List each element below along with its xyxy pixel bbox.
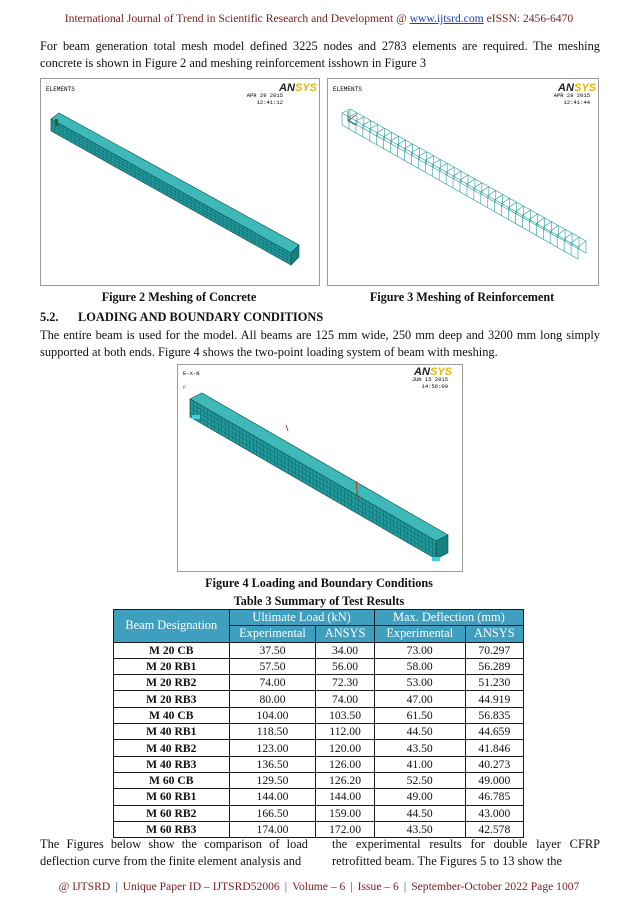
- table-row: [114, 707, 524, 723]
- figure-3-date: APR 29 2015: [553, 92, 590, 99]
- cell-deflection-experimental: 43.50: [374, 821, 465, 837]
- figure-2-image: [40, 78, 320, 286]
- cell-load-experimental: 166.50: [229, 805, 316, 821]
- figure-4-image: [177, 364, 463, 572]
- support-left: [192, 415, 200, 419]
- load-point-1: [286, 425, 288, 431]
- cell-deflection-experimental: 43.50: [374, 740, 465, 756]
- table-row: [114, 740, 524, 756]
- section-heading: [40, 310, 323, 325]
- cell-deflection-ansys: 44.919: [465, 691, 523, 707]
- cell-load-ansys: 72.30: [316, 675, 374, 691]
- table-row: [114, 691, 524, 707]
- footer-period-page: September-October 2022 Page 1007: [411, 880, 580, 893]
- section-paragraph: The entire beam is used for the model. All beams are 125 mm wide, 250 mm deep and 3200 mm long simply supported at both ends. Figure 4 shows the two-point loading system of beam with meshing.: [40, 328, 600, 359]
- cell-deflection-experimental: 44.50: [374, 724, 465, 740]
- footer-issue: Issue – 6: [357, 880, 399, 893]
- figure-2-caption: Figure 2 Meshing of Concrete: [101, 290, 257, 304]
- footer-journal: @ IJTSRD: [58, 880, 111, 893]
- figure-4-label: E-X-N: [183, 370, 200, 377]
- figure-2-label: ELEMENTS: [46, 86, 75, 93]
- figure-2-date: APR 29 2015: [246, 92, 283, 99]
- figure-4-time: 14:56:09: [421, 383, 448, 390]
- col-load-ansys: ANSYS: [316, 626, 374, 642]
- cell-designation: M 60 RB1: [114, 789, 230, 805]
- cell-deflection-experimental: 47.00: [374, 691, 465, 707]
- cell-deflection-ansys: 41.846: [465, 740, 523, 756]
- table-row: [114, 658, 524, 674]
- results-table: [113, 609, 524, 838]
- loaded-mesh-beam: [190, 393, 448, 561]
- figure-4-date: JUN 15 2015: [411, 376, 448, 383]
- footer-separator: |: [115, 880, 118, 893]
- table-row: [114, 756, 524, 772]
- cell-load-experimental: 136.50: [229, 756, 316, 772]
- cell-load-experimental: 74.00: [229, 675, 316, 691]
- cell-deflection-experimental: 61.50: [374, 707, 465, 723]
- cell-deflection-experimental: 73.00: [374, 642, 465, 658]
- col-group-max-deflection: Max. Deflection (mm): [374, 610, 523, 626]
- cell-deflection-ansys: 44.659: [465, 724, 523, 740]
- cell-designation: M 60 RB2: [114, 805, 230, 821]
- table-row: [114, 789, 524, 805]
- figure-4-axis-label: F: [183, 384, 187, 391]
- cell-designation: M 60 CB: [114, 772, 230, 788]
- support-right: [432, 557, 440, 561]
- intro-paragraph: For beam generation total mesh model defined 3225 nodes and 2783 elements are required. The meshing concrete is shown in Figure 2 and meshing reinforcement isshown in Figure 3: [40, 39, 600, 70]
- cell-load-experimental: 80.00: [229, 691, 316, 707]
- ansys-logo-suffix: SYS: [295, 82, 318, 94]
- table-row: [114, 772, 524, 788]
- table-row: [114, 724, 524, 740]
- cell-load-ansys: 56.00: [316, 658, 374, 674]
- cell-deflection-experimental: 41.00: [374, 756, 465, 772]
- ansys-logo-text: AN: [558, 82, 574, 94]
- cell-load-experimental: 144.00: [229, 789, 316, 805]
- reinforcement-cage: [342, 109, 586, 259]
- footer-separator: |: [284, 880, 288, 893]
- section-title: LOADING AND BOUNDARY CONDITIONS: [78, 310, 324, 324]
- cell-deflection-experimental: 44.50: [374, 805, 465, 821]
- cell-designation: M 20 RB3: [114, 691, 230, 707]
- figure-4-caption: Figure 4 Loading and Boundary Conditions: [205, 576, 433, 590]
- cell-designation: M 20 RB1: [114, 658, 230, 674]
- cell-deflection-ansys: 46.785: [465, 789, 523, 805]
- cell-load-ansys: 159.00: [316, 805, 374, 821]
- col-deflection-ansys: ANSYS: [465, 626, 523, 642]
- ansys-logo-text: AN: [414, 366, 430, 378]
- journal-url-link[interactable]: www.ijtsrd.com: [409, 12, 484, 25]
- cell-load-ansys: 126.00: [316, 756, 374, 772]
- concrete-mesh-beam: [51, 113, 299, 265]
- col-beam-designation: Beam Designation: [114, 610, 230, 643]
- col-group-ultimate-load: Ultimate Load (kN): [229, 610, 374, 626]
- cell-load-ansys: 112.00: [316, 724, 374, 740]
- running-footer: [0, 880, 638, 893]
- cell-load-experimental: 174.00: [229, 821, 316, 837]
- cell-deflection-ansys: 40.273: [465, 756, 523, 772]
- figure-3-label: ELEMENTS: [333, 86, 362, 93]
- figure-3-time: 12:41:44: [563, 99, 590, 106]
- cell-load-ansys: 144.00: [316, 789, 374, 805]
- journal-name: International Journal of Trend in Scientific Research and Development @: [64, 12, 407, 25]
- bottom-right-column: the experimental results for double layer CFRP retrofitted beam. The Figures 5 to 13 show the: [332, 837, 600, 868]
- cell-load-experimental: 104.00: [229, 707, 316, 723]
- cell-deflection-experimental: 49.00: [374, 789, 465, 805]
- cell-load-ansys: 74.00: [316, 691, 374, 707]
- col-load-experimental: Experimental: [229, 626, 316, 642]
- cell-load-ansys: 126.20: [316, 772, 374, 788]
- running-header: [0, 12, 638, 25]
- cell-deflection-ansys: 42.578: [465, 821, 523, 837]
- table-row: [114, 642, 524, 658]
- footer-separator: |: [403, 880, 407, 893]
- cell-load-ansys: 120.00: [316, 740, 374, 756]
- cell-deflection-ansys: 56.289: [465, 658, 523, 674]
- cell-deflection-ansys: 51.230: [465, 675, 523, 691]
- cell-deflection-experimental: 53.00: [374, 675, 465, 691]
- figure-3-image: [327, 78, 599, 286]
- col-deflection-experimental: Experimental: [374, 626, 465, 642]
- table-title: Table 3 Summary of Test Results: [233, 594, 405, 608]
- cell-designation: M 60 RB3: [114, 821, 230, 837]
- cell-load-experimental: 57.50: [229, 658, 316, 674]
- ansys-logo-suffix: SYS: [430, 366, 453, 378]
- cell-deflection-experimental: 58.00: [374, 658, 465, 674]
- cell-deflection-ansys: 70.297: [465, 642, 523, 658]
- cell-load-ansys: 172.00: [316, 821, 374, 837]
- cell-load-ansys: 103.50: [316, 707, 374, 723]
- cell-deflection-ansys: 49.000: [465, 772, 523, 788]
- cell-deflection-experimental: 52.50: [374, 772, 465, 788]
- footer-paper-id: Unique Paper ID – IJTSRD52006: [122, 880, 280, 893]
- bottom-left-column: The Figures below show the comparison of load deflection curve from the finite element analysis and: [40, 837, 308, 868]
- table-row: [114, 675, 524, 691]
- ansys-logo-suffix: SYS: [574, 82, 597, 94]
- ansys-logo-text: AN: [279, 82, 295, 94]
- cell-load-experimental: 37.50: [229, 642, 316, 658]
- cell-load-ansys: 34.00: [316, 642, 374, 658]
- cell-designation: M 40 RB3: [114, 756, 230, 772]
- cell-load-experimental: 118.50: [229, 724, 316, 740]
- figure-2-time: 12:41:12: [256, 99, 283, 106]
- section-number: 5.2.: [40, 310, 59, 324]
- cell-deflection-ansys: 43.000: [465, 805, 523, 821]
- cell-designation: M 40 RB1: [114, 724, 230, 740]
- cell-load-experimental: 129.50: [229, 772, 316, 788]
- figure-3-caption: Figure 3 Meshing of Reinforcement: [369, 290, 555, 304]
- footer-volume: Volume – 6: [292, 880, 346, 893]
- cell-designation: M 40 CB: [114, 707, 230, 723]
- table-row: [114, 805, 524, 821]
- cell-designation: M 20 CB: [114, 642, 230, 658]
- footer-separator: |: [350, 880, 353, 893]
- cell-deflection-ansys: 56.835: [465, 707, 523, 723]
- issn: eISSN: 2456-6470: [486, 12, 574, 25]
- cell-load-experimental: 123.00: [229, 740, 316, 756]
- cell-designation: M 20 RB2: [114, 675, 230, 691]
- cell-designation: M 40 RB2: [114, 740, 230, 756]
